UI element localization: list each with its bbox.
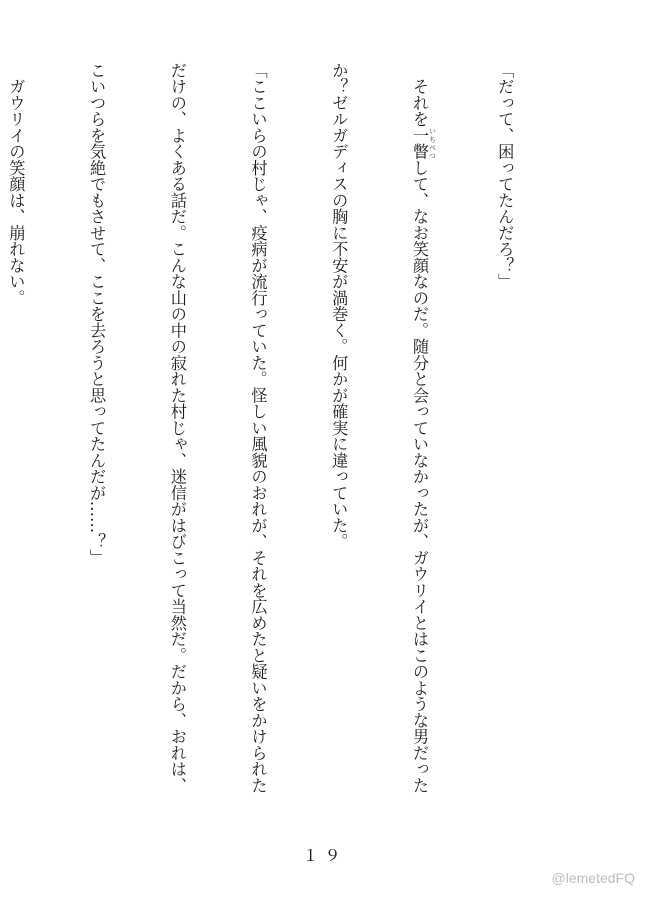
text-line-1: 「だって、困ってたんだろ？」 <box>495 62 515 290</box>
watermark: @lemetedFQ <box>551 870 635 886</box>
text-line-2-rest: して、なお笑顔なのだ。随分と会っていなかったが、ガウリイとはこのような男だった <box>409 159 429 794</box>
page-number: １９ <box>302 846 347 865</box>
ruby-reading: いちべつ <box>428 127 437 160</box>
text-line-7: ガウリイの笑顔は、崩れない。 <box>6 62 26 306</box>
ruby-word <box>409 127 437 160</box>
text-line-6: こいつらを気絶でもさせて、ここを去ろうと思ってたんだが……？」 <box>87 62 107 566</box>
text-line-2 <box>405 62 436 822</box>
vertical-text-block <box>0 62 571 822</box>
text-line-3: か？ゼルガディスの胸に不安が渦巻く。何かが確実に違っていた。 <box>329 62 349 550</box>
ruby-base: 一瞥 <box>409 127 429 160</box>
text-line-5: だけの、よくある話だ。こんな山の中の寂れた村じゃ、迷信がはびこって当然だ。だから、おれは、 <box>167 62 187 794</box>
text-line-2-start: それを <box>409 62 429 127</box>
text-line-4: 「ここいらの村じゃ、疫病が流行っていた。怪しい風貌のおれが、それを広めたと疑いをかけられた <box>248 62 268 794</box>
